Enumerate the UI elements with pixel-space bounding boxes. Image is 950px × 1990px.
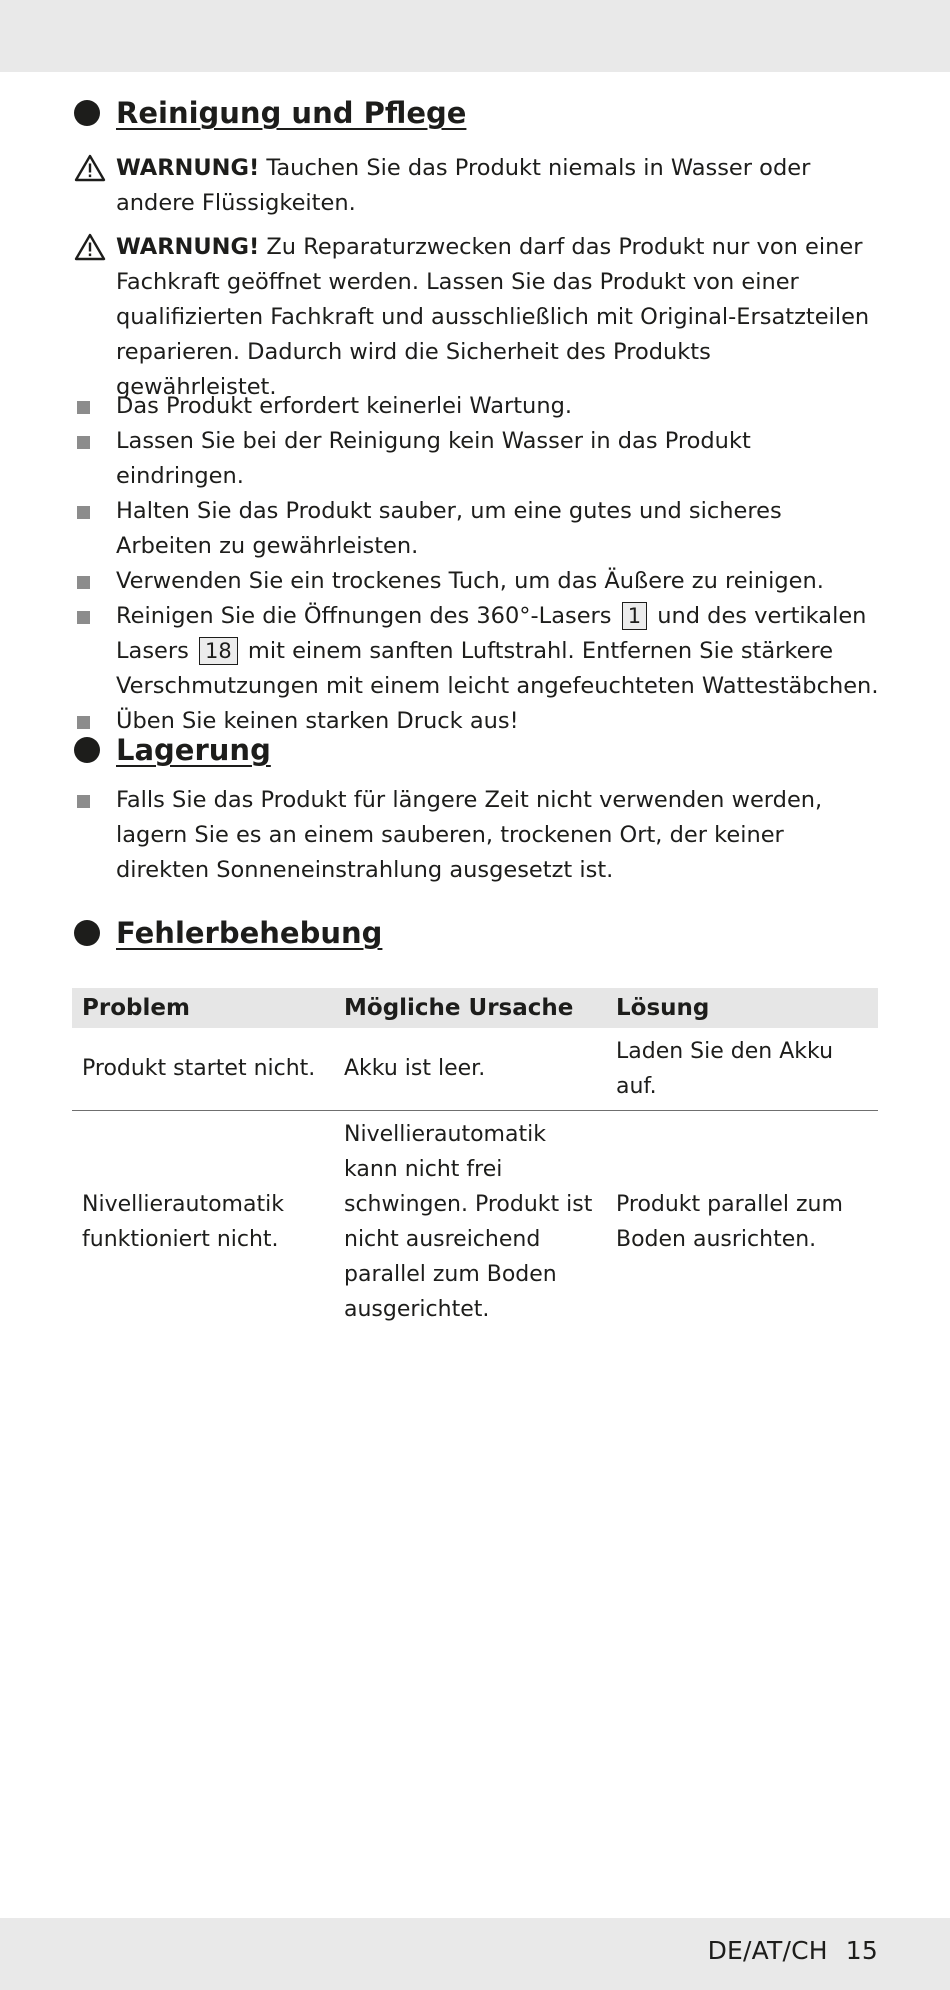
warning-body: Tauchen Sie das Produkt niemals in Wasser oder andere Flüssigkeiten.	[116, 155, 811, 216]
gray-square-icon	[74, 424, 116, 494]
warning-text	[116, 151, 874, 221]
gray-square-icon	[74, 494, 116, 564]
gray-square-icon	[74, 564, 116, 599]
gray-square-icon	[74, 783, 116, 888]
part-reference-box: 18	[199, 637, 238, 665]
warning-triangle-icon	[74, 230, 116, 405]
part-reference-box: 1	[622, 602, 647, 630]
list-item: Üben Sie keinen starken Druck aus!	[74, 704, 884, 739]
section-title: Fehlerbehebung	[116, 916, 383, 950]
warning-repair	[74, 230, 874, 405]
page-number: 15	[845, 1936, 878, 1965]
column-header: Mögliche Ursache	[334, 988, 606, 1028]
table-row	[72, 1028, 878, 1110]
table-cell: Laden Sie den Akku auf.	[606, 1028, 878, 1110]
table-header-row	[72, 988, 878, 1028]
filled-circle-icon	[74, 100, 100, 126]
table-cell: Nivellierautomatik funktioniert nicht.	[82, 1192, 284, 1253]
table-cell: Nivellierautomatik kann nicht frei schwingen. Produkt ist nicht ausreichend parallel zum Boden ausgerichtet.	[344, 1122, 593, 1323]
section-title: Lagerung	[116, 733, 271, 767]
list-item: Lassen Sie bei der Reinigung kein Wasser in das Produkt eindringen.	[74, 424, 884, 494]
list-item: Das Produkt erfordert keinerlei Wartung.	[74, 389, 884, 424]
filled-circle-icon	[74, 737, 100, 763]
section-heading-cleaning	[74, 96, 466, 130]
troubleshooting-table	[72, 988, 878, 1334]
warning-label: WARNUNG!	[116, 155, 260, 181]
column-header: Problem	[72, 988, 334, 1028]
page-footer	[708, 1936, 878, 1965]
section-heading-storage	[74, 733, 271, 767]
gray-square-icon	[74, 599, 116, 704]
header-band	[0, 0, 950, 72]
table-cell: Akku ist leer.	[334, 1028, 606, 1110]
column-header: Lösung	[606, 988, 878, 1028]
warning-body: Zu Reparaturzwecken darf das Produkt nur von einer Fachkraft geöffnet werden. Lassen Sie das Produkt von einer qualifizierten Fachkraft und ausschließlich mit Original-Ersatzteilen reparieren. Dadurch wird die Sicherheit des Produkts gewährleistet.	[116, 234, 870, 400]
warning-label: WARNUNG!	[116, 234, 260, 260]
region-label: DE/AT/CH	[707, 1936, 828, 1965]
warning-water	[74, 151, 874, 221]
section-heading-troubleshooting	[74, 916, 382, 950]
list-item: Reinigen Sie die Öffnungen des 360°-Lasers 1 und des vertikalen Lasers 18 mit einem sanften Luftstrahl. Entfernen Sie stärkere Verschmutzungen mit einem leicht angefeuchteten Wattestäbchen.	[74, 599, 884, 704]
list-item: Halten Sie das Produkt sauber, um eine gutes und sicheres Arbeiten zu gewährleisten.	[74, 494, 884, 564]
filled-circle-icon	[74, 920, 100, 946]
warning-triangle-icon	[74, 151, 116, 221]
table-cell: Produkt startet nicht.	[72, 1028, 334, 1110]
table-cell: Produkt parallel zum Boden ausrichten.	[616, 1192, 843, 1253]
list-item: Verwenden Sie ein trockenes Tuch, um das Äußere zu reinigen.	[74, 564, 884, 599]
cleaning-bullet-list	[74, 389, 884, 739]
table-row	[72, 1110, 878, 1334]
list-item: Falls Sie das Produkt für längere Zeit nicht verwenden werden, lagern Sie es an einem sauberen, trockenen Ort, der keiner direkten Sonneneinstrahlung ausgesetzt ist.	[74, 783, 884, 888]
warning-text	[116, 230, 874, 405]
section-title: Reinigung und Pflege	[116, 96, 467, 130]
gray-square-icon	[74, 389, 116, 424]
storage-bullet-list	[74, 783, 884, 888]
